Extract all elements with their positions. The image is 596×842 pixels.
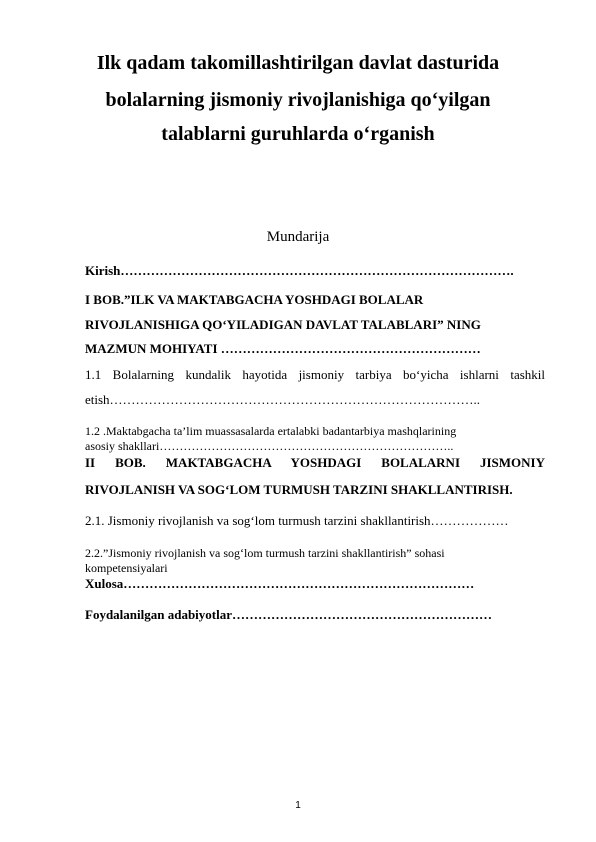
toc-entry-foydalanilgan-adabiyotlar: Foydalanilgan adabiyotlar……………………………………………………	[85, 607, 492, 622]
toc-chapter2-line2: RIVOJLANISH VA SOG‘LOM TURMUSH TARZINI SHAKLLANTIRISH.	[85, 482, 513, 497]
title-line-3: talablarni guruhlarda o‘rganish	[161, 123, 435, 145]
toc-chapter1-line3: MAZMUN MOHIYATI ……………………………………………………	[85, 341, 481, 356]
title-line-2: bolalarning jismoniy rivojlanishiga qo‘yilgan	[105, 89, 491, 111]
toc-section-2-2-line1: 2.2.”Jismoniy rivojlanish va sog‘lom turmush tarzini shakllantirish” sohasi	[85, 546, 445, 560]
title-line-1: Ilk qadam takomillashtirilgan davlat dasturida	[96, 52, 500, 74]
toc-chapter1-line2: RIVOJLANISHIGA QO‘YILADIGAN DAVLAT TALABLARI” NING	[85, 317, 481, 332]
toc-heading: Mundarija	[266, 229, 330, 245]
toc-section-1-1-line2: etish…………………………………………………………………………..	[85, 392, 481, 407]
toc-section-2-2-line2: kompetensiyalari	[85, 561, 168, 575]
toc-chapter1-line1: I BOB.”ILK VA MAKTABGACHA YOSHDAGI BOLALAR	[85, 292, 424, 307]
toc-section-2-1: 2.1. Jismoniy rivojlanish va sog‘lom turmush tarzini shakllantirish………………	[85, 513, 509, 528]
page-number: 1	[295, 800, 301, 811]
toc-section-1-1-line1: 1.1 Bolalarning kundalik hayotida jismoniy tarbiya bo‘yicha ishlarni tashkil	[85, 367, 545, 382]
toc-section-1-2-line2: asosiy shakllari………………………………………………………………..	[85, 439, 454, 453]
toc-chapter2-line1: II BOB. MAKTABGACHA YOSHDAGI BOLALARNI JISMONIY	[85, 455, 545, 470]
toc-section-1-2-line1: 1.2 .Maktabgacha ta’lim muassasalarda ertalabki badantarbiya mashqlarining	[85, 424, 457, 438]
toc-entry-kirish: Kirish……………………………………………………………………………….	[85, 263, 514, 278]
toc-entry-xulosa: Xulosa………………………………………………………………………	[85, 576, 475, 591]
